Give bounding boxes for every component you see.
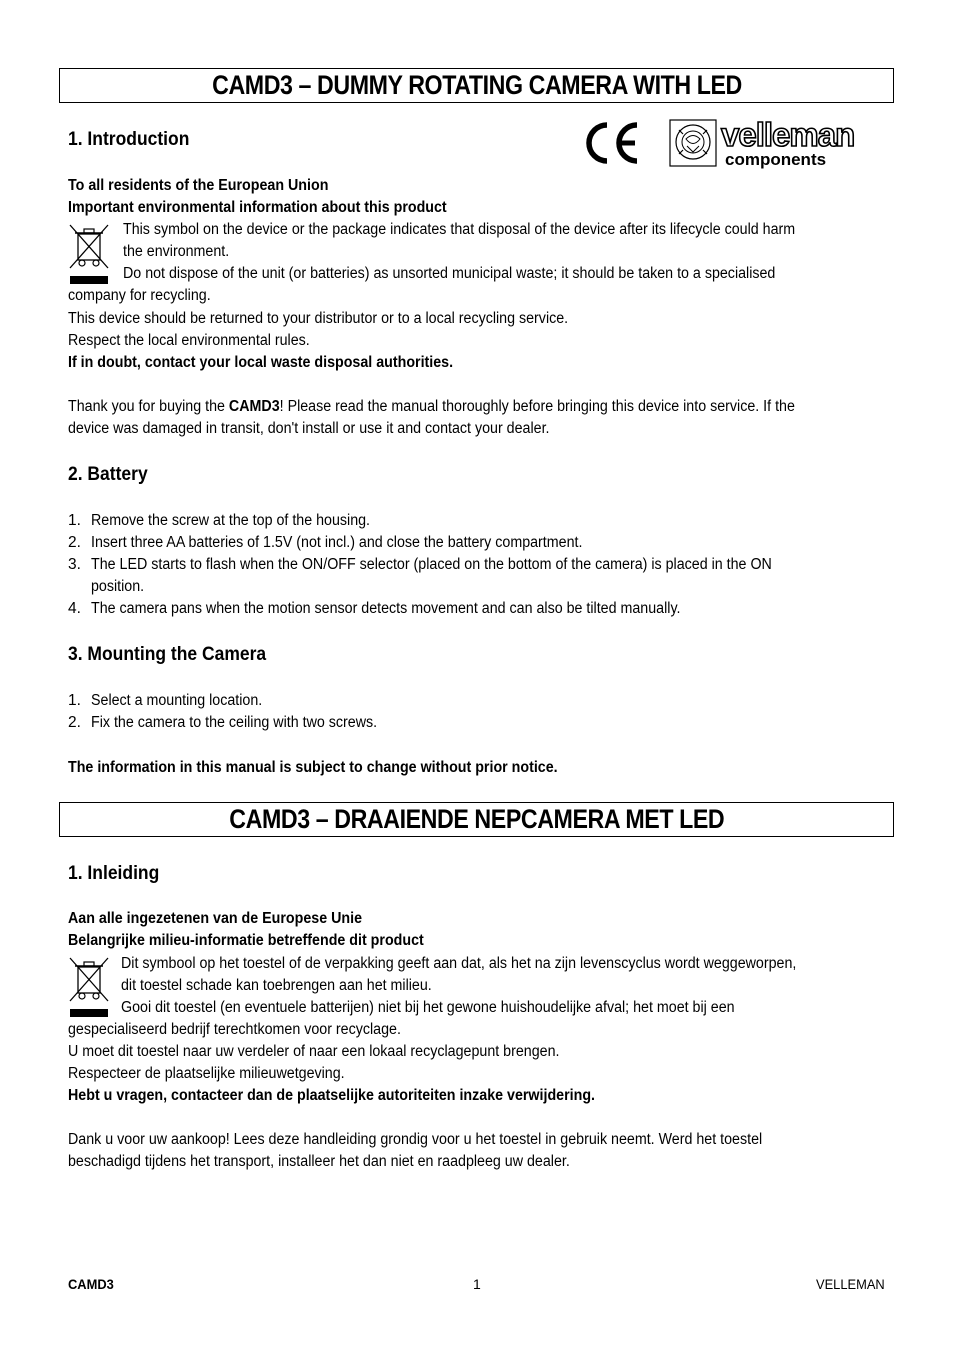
battery-steps [68,510,831,620]
heading-mounting: 3. Mounting the Camera [68,644,267,665]
crossed-out-wheelie-bin-icon [68,222,110,288]
title-en [59,68,894,103]
velleman-logo [669,118,889,175]
title-nl [59,802,894,837]
thanks-line-1: Thank you for buying the CAMD3! Please read the manual thoroughly before bringing this device into service. If the [68,398,795,415]
nl-weee-line-2: dit toestel schade kan toebrengen aan het milieu. [121,977,432,994]
footer-right: VELLEMAN [816,1276,885,1292]
weee-icon-container-en [68,222,110,293]
list-item: 1. Remove the screw at the top of the housing. [68,512,371,529]
footer-left: CAMD3 [68,1276,114,1292]
thanks-line-2: device was damaged in transit, don't install or use it and contact your dealer. [68,420,550,437]
weee-line-3: Do not dispose of the unit (or batteries) as unsorted municipal waste; it should be taken to a specialised [123,265,776,282]
nl-weee-line-3: Gooi dit toestel (en eventuele batterijen) niet bij het gewone huishoudelijke afval; het moet bij een [121,999,735,1016]
nl-weee-line-1: Dit symbool op het toestel of de verpakking geeft aan dat, als het na zijn levenscyclus wordt weggeworpen, [121,955,797,972]
nl-eu-info-line: Belangrijke milieu-informatie betreffende dit product [68,932,424,949]
mounting-steps [68,690,402,734]
heading-inleiding: 1. Inleiding [68,863,160,884]
nl-thanks-line-1: Dank u voor uw aankoop! Lees deze handleiding grondig voor u het toestel in gebruik neemt. Werd het toestel [68,1131,763,1148]
ce-mark-icon [583,119,643,167]
weee-line-5: This device should be returned to your distributor or to a local recycling service. [68,310,569,327]
nl-eu-residents-line: Aan alle ingezetenen van de Europese Unie [68,910,363,927]
product-name: CAMD3 [228,398,280,415]
nl-weee-line-5: U moet dit toestel naar uw verdeler of naar een lokaal recyclagepunt brengen. [68,1043,560,1060]
nl-thanks-line-2: beschadigd tijdens het transport, installeer het dan niet en raadpleeg uw dealer. [68,1153,570,1170]
notice-line: The information in this manual is subject to change without prior notice. [68,759,558,776]
weee-line-4: company for recycling. [68,287,211,304]
weee-icon-container-nl [68,955,110,1026]
velleman-components: components [725,150,827,169]
crossed-out-wheelie-bin-icon [68,955,110,1021]
weee-bold-line: If in doubt, contact your local waste disposal authorities. [68,354,454,371]
weee-line-1: This symbol on the device or the package indicates that disposal of the device after its lifecycle could harm [123,221,796,238]
nl-weee-line-6: Respecteer de plaatselijke milieuwetgeving. [68,1065,345,1082]
weee-line-2: the environment. [123,243,230,260]
ce-mark [583,119,643,172]
nl-weee-bold-line: Hebt u vragen, contacteer dan de plaatselijke autoriteiten inzake verwijdering. [68,1087,595,1104]
list-item: 4. The camera pans when the motion sensor detects movement and can also be tilted manually. [68,600,681,617]
list-item: 1. Select a mounting location. [68,692,263,709]
velleman-logo-icon [669,118,889,170]
list-item: 2. Fix the camera to the ceiling with two screws. [68,714,378,731]
list-item: 3. The LED starts to flash when the ON/OFF selector (placed on the bottom of the camera) is placed in the ON position. [68,556,772,595]
title-en-text: CAMD3 – DUMMY ROTATING CAMERA WITH LED [211,70,742,100]
eu-info-line: Important environmental information about this product [68,199,447,216]
footer-page-number: 1 [473,1276,481,1292]
weee-line-6: Respect the local environmental rules. [68,332,310,349]
eu-residents-line: To all residents of the European Union [68,177,329,194]
nl-weee-line-4: gespecialiseerd bedrijf terechtkomen voor recyclage. [68,1021,401,1038]
heading-battery: 2. Battery [68,464,148,485]
velleman-wordmark: velleman [721,118,855,153]
list-item: 2. Insert three AA batteries of 1.5V (not incl.) and close the battery compartment. [68,534,583,551]
title-nl-text: CAMD3 – DRAAIENDE NEPCAMERA MET LED [229,804,724,834]
heading-introduction: 1. Introduction [68,129,190,150]
